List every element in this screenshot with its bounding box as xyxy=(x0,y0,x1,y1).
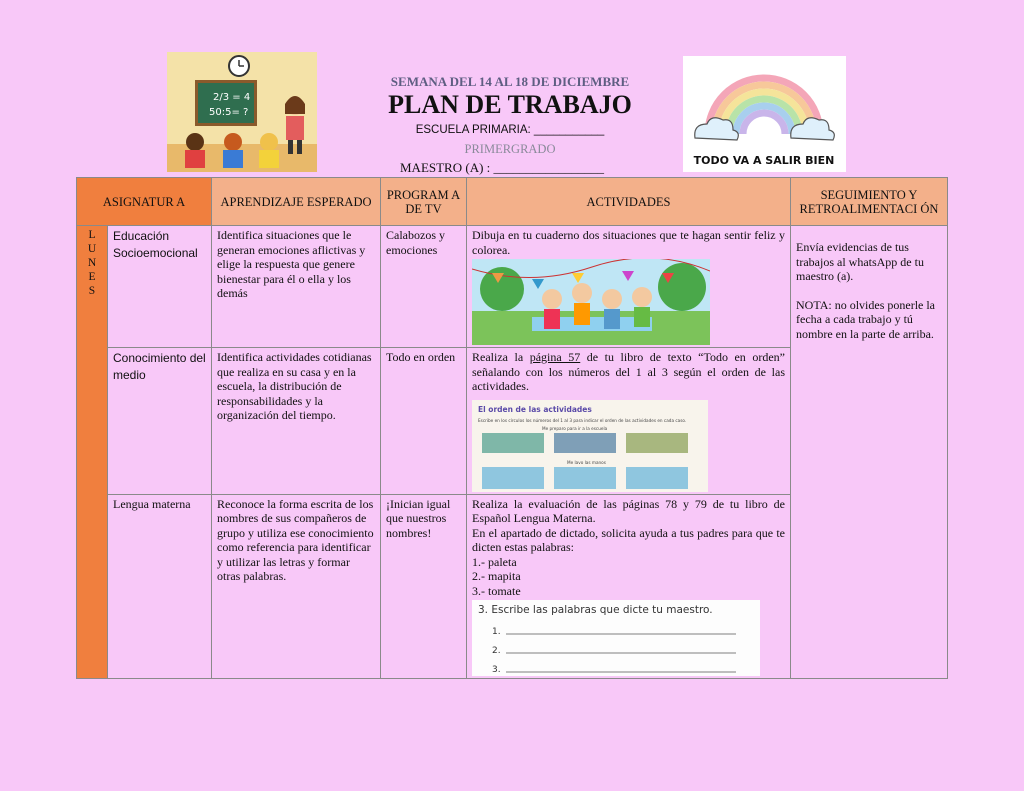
activity-cell xyxy=(467,348,791,495)
exercise-instruction: 3. Escribe las palabras que dicte tu maestro. xyxy=(478,604,713,616)
textbook-instruction: Escribe en los círculos los números del 1 al 3 para indicar el orden de las actividades en cada caso. xyxy=(478,417,687,423)
followup-note: NOTA: no olvides ponerle la fecha a cada trabajo y tú nombre en la parte de arriba. xyxy=(796,297,936,341)
activity-cell xyxy=(467,494,791,679)
textbook-page-image xyxy=(472,400,708,492)
dictation-exercise-image xyxy=(472,600,760,676)
board-text-2: 50:5= ? xyxy=(209,107,249,118)
grade-label: PRIMERGRADO xyxy=(464,142,556,156)
header-learning: APRENDIZAJE ESPERADO xyxy=(212,178,381,226)
header-activities: ACTIVIDADES xyxy=(467,178,791,226)
board-text-1: 2/3 = 4 xyxy=(213,92,251,103)
school-field: ESCUELA PRIMARIA: ___________ xyxy=(415,124,605,136)
followup-cell xyxy=(791,226,948,679)
activity-text: En el apartado de dictado, solicita ayuda a tus padres para que te dicten estas palabras: xyxy=(472,525,785,554)
dictation-word: 3.- tomate xyxy=(472,583,521,598)
exercise-line-2: 2. xyxy=(492,646,501,656)
activity-text: Realiza la evaluación de las páginas 78 y 79 de tu libro de Español Lengua Materna. xyxy=(472,496,785,525)
week-range: SEMANA DEL 14 AL 18 DE DICIEMBRE xyxy=(390,74,630,89)
subject-cell: Lengua materna xyxy=(108,494,212,679)
page-reference: página 57 xyxy=(529,350,581,364)
learning-cell: Identifica situaciones que le generan emociones aflictivas y elige la respuesta que genere bienestar para él o ella y los demás xyxy=(212,226,381,348)
dictation-word: 2.- mapita xyxy=(472,569,521,583)
activity-cell xyxy=(467,226,791,348)
header-followup: SEGUIMIENTO Y RETROALIMENTACI ÓN xyxy=(791,178,948,226)
page-title: PLAN DE TRABAJO xyxy=(388,90,632,119)
learning-cell: Identifica actividades cotidianas que realiza en su casa y en la escuela, la distribución de responsabilidades y la organización del tiempo. xyxy=(212,348,381,495)
work-plan-table xyxy=(76,177,948,679)
followup-text: Envía evidencias de tus trabajos al whatsApp de tu maestro (a). xyxy=(796,240,924,283)
textbook-subtitle-2: Me lavo las manos xyxy=(567,459,606,465)
classroom-illustration xyxy=(167,52,317,172)
header-tv: PROGRAM A DE TV xyxy=(381,178,467,226)
dictation-word: 1.- paleta xyxy=(472,554,517,569)
tv-cell: Todo en orden xyxy=(381,348,467,495)
textbook-title: El orden de las actividades xyxy=(478,404,592,414)
day-label: L U N E S xyxy=(77,226,108,679)
rainbow-caption: TODO VA A SALIR BIEN xyxy=(693,154,835,167)
tv-cell: ¡Inician igual que nuestros nombres! xyxy=(381,494,467,679)
exercise-line-1: 1. xyxy=(492,627,501,637)
subject-cell: Educación Socioemocional xyxy=(108,226,212,348)
textbook-subtitle-1: Me preparo para ir a la escuela xyxy=(542,425,608,431)
header-subject: ASIGNATUR A xyxy=(77,178,212,226)
tv-cell: Calabozos y emociones xyxy=(381,226,467,348)
teacher-field: MAESTRO (A) : _________________ xyxy=(400,160,605,175)
subject-cell: Conocimiento del medio xyxy=(108,348,212,495)
activity-text: Realiza la página 57 de tu libro de texto “Todo en orden” señalando con los números del 1 al 3 según el orden de las actividades. xyxy=(472,350,785,393)
exercise-line-3: 3. xyxy=(492,665,501,675)
rainbow-illustration xyxy=(683,56,846,172)
happy-kids-illustration xyxy=(472,259,710,345)
learning-cell: Reconoce la forma escrita de los nombres de sus compañeros de grupo y utiliza ese conocimiento como referencia para identificar y utilizar las letras y formar otras palabras. xyxy=(212,494,381,679)
activity-text: Dibuja en tu cuaderno dos situaciones que te hagan sentir feliz y colorea. xyxy=(472,228,785,257)
